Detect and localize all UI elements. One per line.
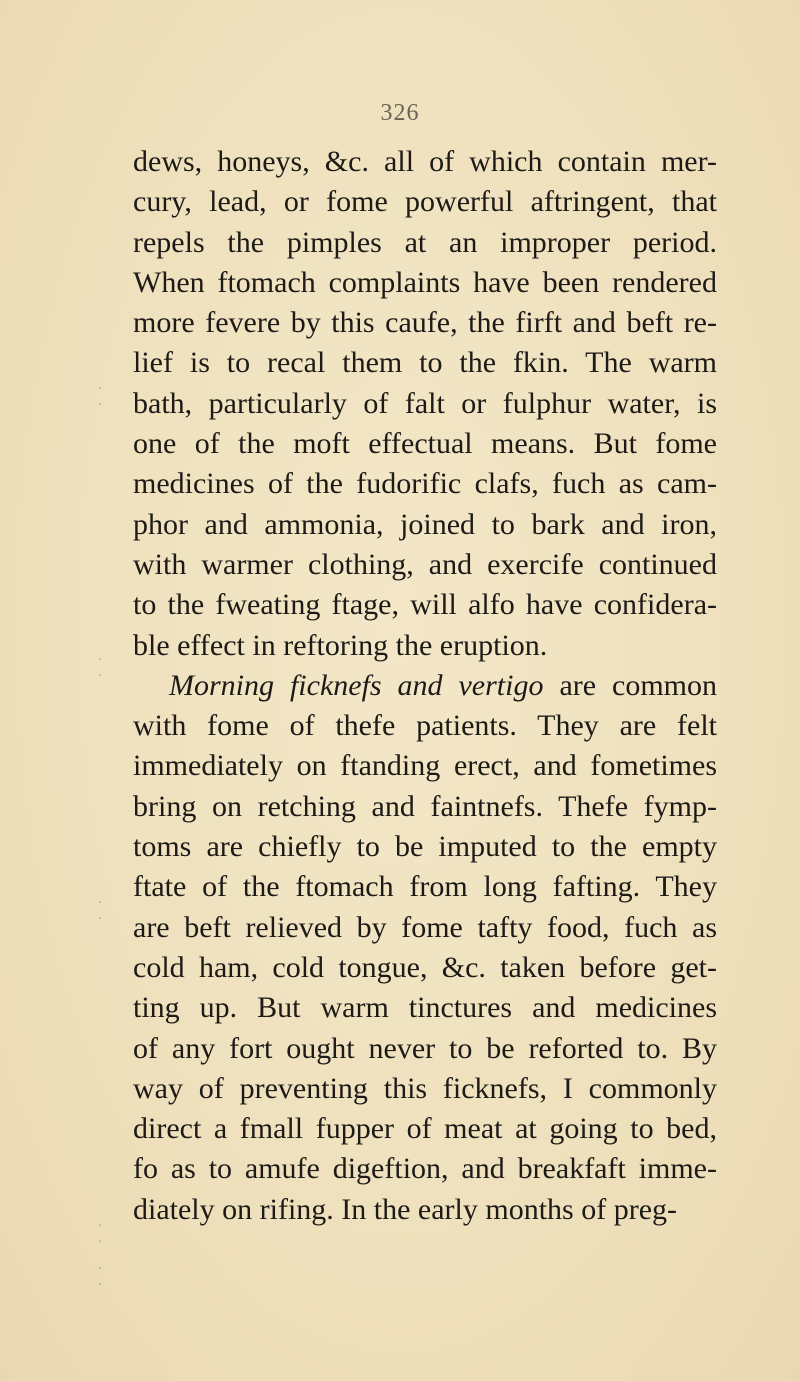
text-line: with warmer clothing, and exercife continued xyxy=(133,547,717,581)
text-line: dews, honeys, &c. all of which contain mer- xyxy=(133,145,717,178)
margin-speck: . . xyxy=(98,378,106,409)
text-line: bath, particularly of falt or fulphur water, is xyxy=(133,386,717,420)
text-line: fo as to amufe digeftion, and breakfaft imme- xyxy=(133,1152,717,1186)
text-line: repels the pimples at an improper period. xyxy=(133,225,717,259)
text-line: diately on rifing. In the early months of preg- xyxy=(133,1192,678,1226)
text-line: immediately on ftanding erect, and fometimes xyxy=(133,749,717,783)
text-line: ble effect in reftoring the eruption. xyxy=(133,628,548,662)
text-run: are common xyxy=(543,668,718,702)
margin-speck: . . xyxy=(98,892,106,923)
paragraph-start-line xyxy=(133,666,717,706)
italic-phrase: Morning ficknefs and vertigo xyxy=(169,668,544,702)
page-number: 326 xyxy=(380,100,420,126)
text-line: of any fort ought never to be reforted to. By xyxy=(133,1031,717,1065)
text-line: cury, lead, or fome powerful aftringent, that xyxy=(133,185,717,219)
text-line: lief is to recal them to the fkin. The warm xyxy=(133,346,717,380)
text-line: direct a fmall fupper of meat at going to bed, xyxy=(133,1112,717,1146)
text-line: are beft relieved by fome tafty food, fuch as xyxy=(133,910,717,944)
margin-speck: . . xyxy=(98,1258,106,1289)
text-line: When ftomach complaints have been rendered xyxy=(133,265,717,299)
text-line: cold ham, cold tongue, &c. taken before get- xyxy=(133,950,717,984)
body-text xyxy=(133,142,717,1230)
text-line: bring on retching and faintnefs. Thefe fymp- xyxy=(133,789,717,823)
text-line: ftate of the ftomach from long fafting. They xyxy=(133,870,717,904)
margin-speck: . . xyxy=(98,1215,106,1246)
text-line: to the fweating ftage, will alfo have confidera- xyxy=(133,588,717,622)
text-line: phor and ammonia, joined to bark and iron, xyxy=(133,507,717,541)
margin-marks xyxy=(0,0,120,1381)
text-line: one of the moft effectual means. But fome xyxy=(133,427,717,461)
text-line: toms are chiefly to be imputed to the empty xyxy=(133,830,717,864)
text-line: way of preventing this ficknefs, I commonly xyxy=(133,1071,717,1105)
margin-speck: . . xyxy=(98,649,106,680)
text-line: more fevere by this caufe, the firft and beft re- xyxy=(133,306,717,340)
text-line: medicines of the fudorific clafs, fuch as cam- xyxy=(133,467,717,501)
text-line: with fome of thefe patients. They are felt xyxy=(133,709,717,743)
text-line: ting up. But warm tinctures and medicines xyxy=(133,991,717,1025)
